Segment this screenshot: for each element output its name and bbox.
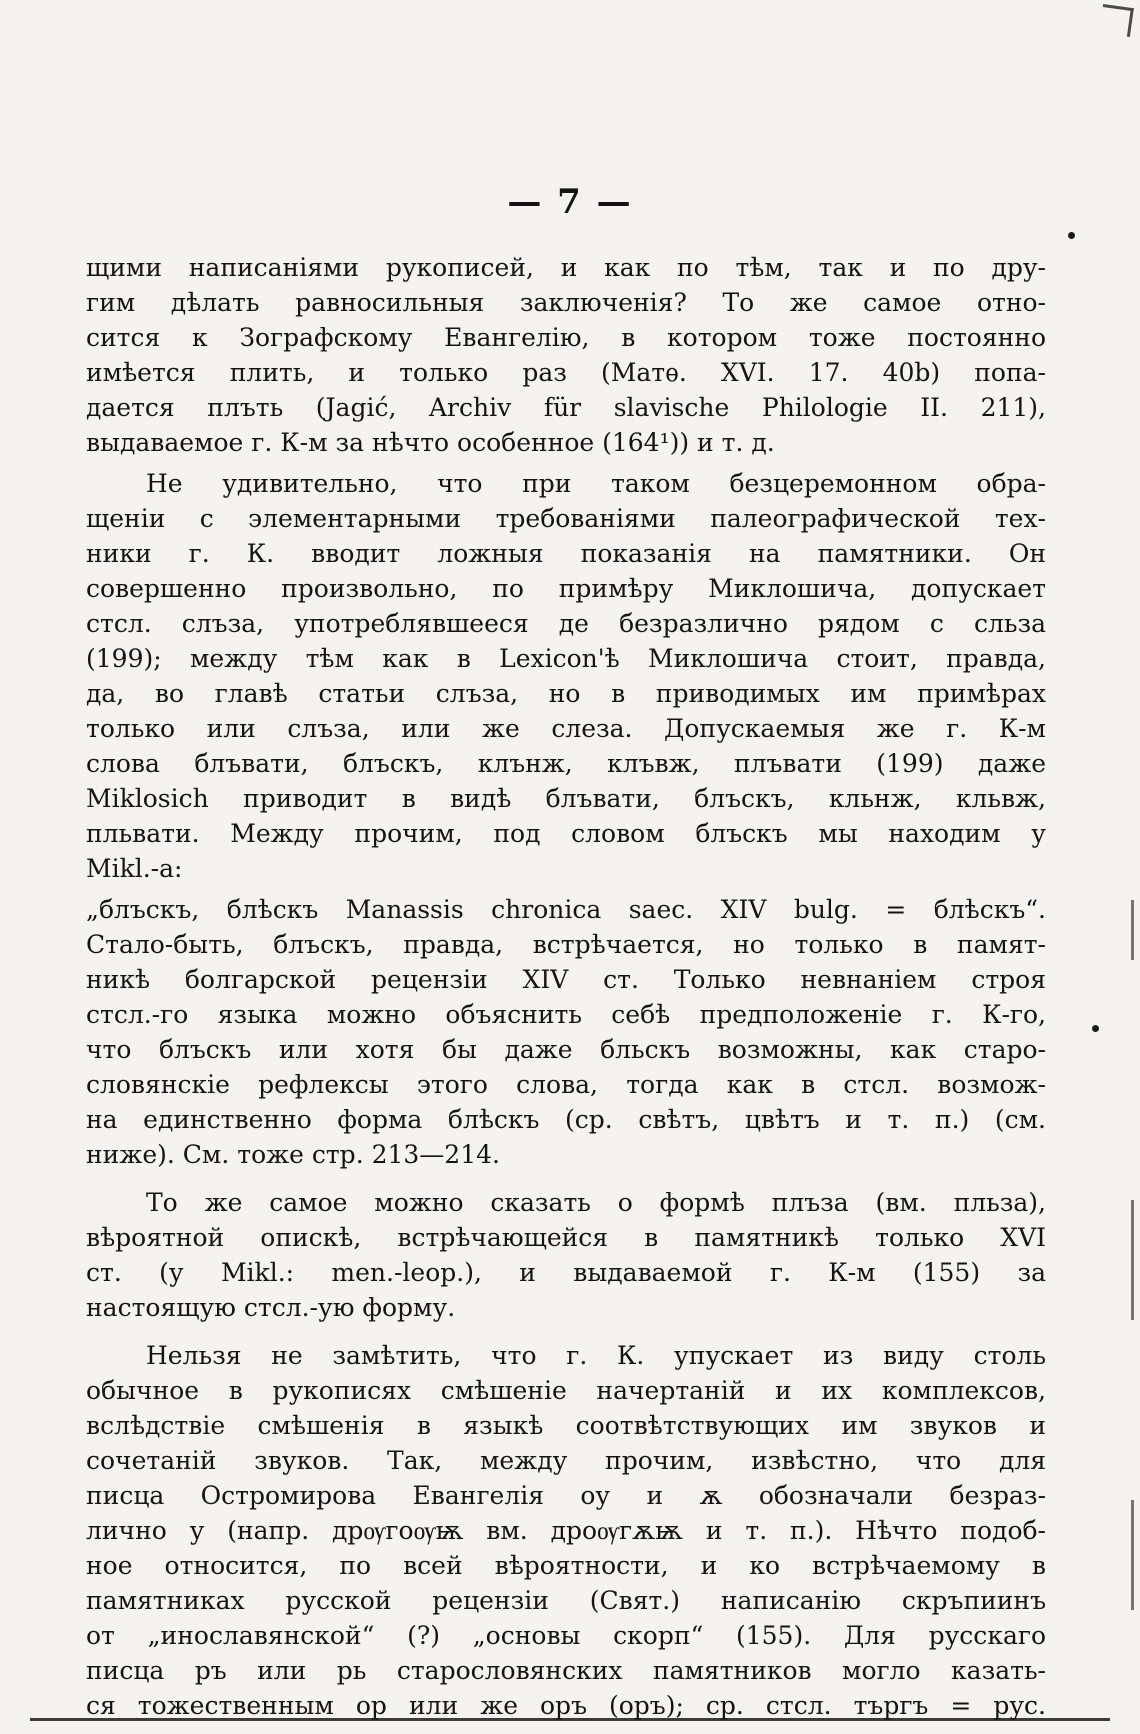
scan-edge-mark	[1131, 900, 1134, 960]
text-line: никѣ болгарской рецензіи XIV ст. Только невнаніем строя	[86, 965, 1046, 994]
text-line: Стало-быть, блъскъ, правда, встрѣчается, но только в памят-	[86, 930, 1046, 959]
ink-dot	[1068, 232, 1075, 239]
text-line: имѣется плить, и только раз (Матѳ. XVI. 17. 40b) попа-	[86, 358, 1046, 387]
text-line: что блъскъ или хотя бы даже бльскъ возможны, как старо-	[86, 1035, 1046, 1064]
text-line: вслѣдствіе смѣшенія в языкѣ соотвѣтствующих им звуков и	[86, 1411, 1046, 1440]
text-line: от „инославянской“ (?) „основы скорп“ (155). Для русскаго	[86, 1621, 1046, 1650]
text-line: лично у (напр. дрѹгоѹѭ вм. дроѹгѫѭ и т. п.). Нѣчто подоб-	[86, 1516, 1046, 1545]
text-line: выдаваемое г. К-м за нѣчто особенное (164¹)) и т. д.	[86, 428, 775, 457]
page-number: — 7 —	[507, 182, 633, 222]
body-text	[86, 250, 1046, 1723]
text-line: только или слъза, или же слеза. Допускаемыя же г. К-м	[86, 714, 1046, 743]
text-line: вѣроятной опискѣ, встрѣчающейся в памятникѣ только XVI	[86, 1223, 1046, 1252]
text-line: ники г. К. вводит ложныя показанія на памятники. Он	[86, 539, 1046, 568]
text-line: стсл. слъза, употреблявшееся де безразлично рядом с сльза	[86, 609, 1046, 638]
text-line: „блъскъ, блѣскъ Manassis chronica saec. XIV bulg. = блѣскъ“.	[86, 895, 1046, 924]
text-line: стсл.-го языка можно объяснить себѣ предположеніе г. К-го,	[86, 1000, 1046, 1029]
text-line: сочетаній звуков. Так, между прочим, извѣстно, что для	[86, 1446, 1046, 1475]
text-line: Не удивительно, что при таком безцеремонном обра-	[146, 469, 1046, 498]
text-line: ниже). См. тоже стр. 213—214.	[86, 1140, 500, 1169]
text-line: ное относится, по всей вѣроятности, и ко встрѣчаемому в	[86, 1551, 1046, 1580]
text-line: Нельзя не замѣтить, что г. К. упускает из виду столь	[146, 1341, 1046, 1370]
text-line: Miklosich приводит в видѣ блъвати, блъскъ, кльнж, кльвж,	[86, 784, 1046, 813]
text-line: писца ръ или рь старословянских памятников могло казать-	[86, 1656, 1046, 1685]
scan-edge-mark	[1131, 1500, 1134, 1610]
text-line: ся тожественным ор или же оръ (оръ); ср. стсл. търгъ = рус.	[86, 1691, 1046, 1720]
text-line: писца Остромирова Евангелія оу и ѫ обозначали безраз-	[86, 1481, 1046, 1510]
text-line: То же самое можно сказать о формѣ плъза (вм. пльза),	[146, 1188, 1046, 1217]
text-line: словянскіе рефлексы этого слова, тогда как в стсл. возмож-	[86, 1070, 1046, 1099]
text-line: гим дѣлать равносильныя заключенія? То же самое отно-	[86, 288, 1046, 317]
text-line: ст. (у Mikl.: men.-leop.), и выдаваемой г. К-м (155) за	[86, 1258, 1046, 1287]
text-line: щими написаніями рукописей, и как по тѣм, так и по дру-	[86, 253, 1046, 282]
ink-dot	[1092, 1025, 1099, 1032]
text-line: слова блъвати, блъскъ, клънж, клъвж, плъвати (199) даже	[86, 749, 1046, 778]
text-line: обычное в рукописях смѣшеніе начертаній и их комплексов,	[86, 1376, 1046, 1405]
text-line: настоящую стсл.-ую форму.	[86, 1293, 456, 1322]
text-line: дается плъть (Jagić, Archiv für slavische Philologie II. 211),	[86, 393, 1046, 422]
text-line: (199); между тѣм как в Lexicon'ѣ Миклошича стоит, правда,	[86, 644, 1046, 673]
text-line: на единственно форма блѣскъ (ср. свѣтъ, цвѣтъ и т. п.) (см.	[86, 1105, 1046, 1134]
text-line: да, во главѣ статьи слъза, но в приводимых им примѣрах	[86, 679, 1046, 708]
text-line: сится к Зографскому Евангелію, в котором тоже постоянно	[86, 323, 1046, 352]
text-line: памятниках русской рецензіи (Свят.) написанію скръпиинъ	[86, 1586, 1046, 1615]
scan-corner-mark	[1099, 4, 1134, 37]
text-line: Mikl.-а:	[86, 854, 183, 883]
scan-edge-mark	[1131, 1200, 1134, 1320]
text-line: пльвати. Между прочим, под словом блъскъ мы находим у	[86, 819, 1046, 848]
text-line: щеніи с элементарными требованіями палеографической тех-	[86, 504, 1046, 533]
text-line: совершенно произвольно, по примѣру Миклошича, допускает	[86, 574, 1046, 603]
